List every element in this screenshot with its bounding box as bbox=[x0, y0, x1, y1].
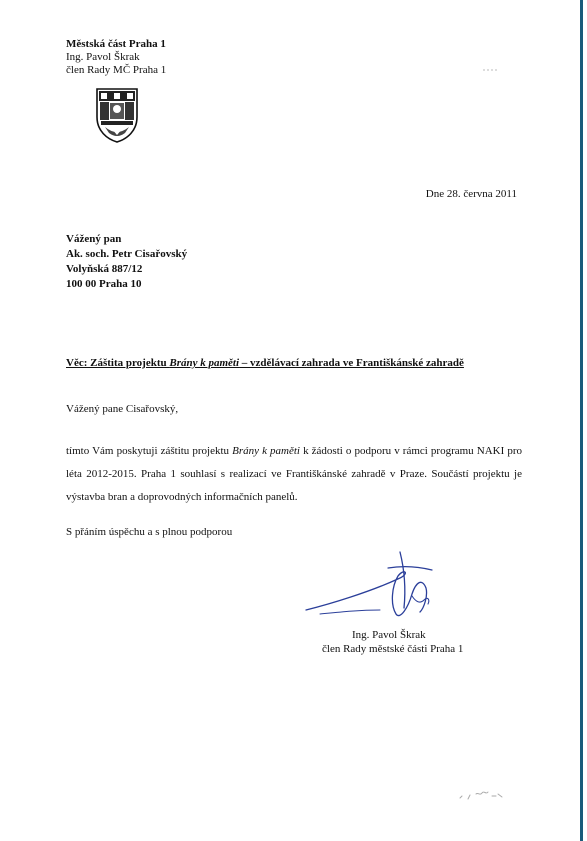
subject-line bbox=[66, 357, 464, 369]
prague-1-coat-of-arms-icon bbox=[95, 87, 139, 143]
stray-mark-icon bbox=[483, 69, 497, 71]
body-paragraph bbox=[66, 440, 522, 509]
subject-suffix: – vzdělávací zahrada ve Františkánské zahradě bbox=[239, 357, 464, 369]
addressee-block bbox=[66, 232, 187, 292]
addressee-line: Ak. soch. Petr Cisařovský bbox=[66, 248, 188, 260]
body-part: tímto Vám poskytuji záštitu projektu bbox=[66, 445, 233, 457]
letter-date: Dne 28. června 2011 bbox=[425, 188, 517, 200]
closing-line: S přáním úspěchu a s plnou podporou bbox=[66, 526, 233, 538]
body-project: Brány k paměti bbox=[232, 445, 300, 457]
scribble-mark-icon bbox=[456, 784, 506, 804]
letterhead-org: Městská část Praha 1 bbox=[66, 38, 166, 50]
subject-project: Brány k paměti bbox=[169, 357, 240, 369]
addressee-line: Volyňská 887/12 bbox=[66, 263, 143, 275]
letterhead-role: člen Rady MČ Praha 1 bbox=[66, 64, 167, 76]
subject-prefix: Věc: Záštita projektu bbox=[66, 357, 170, 369]
body-part: k žádosti o podporu v rámci programu NAKI pro léta 2012-2015. Praha 1 souhlasí s realizací ve Františkánské zahradě v Praze. Součástí projektu je výstavba bran a doprovodných informačních panelů. bbox=[66, 445, 522, 503]
addressee-line: Vážený pan bbox=[66, 233, 122, 245]
signer-block bbox=[322, 628, 463, 656]
signer-title: člen Rady městské části Praha 1 bbox=[322, 643, 464, 655]
signer-name: Ing. Pavol Škrak bbox=[352, 629, 426, 641]
letterhead bbox=[66, 38, 166, 77]
addressee-line: 100 00 Praha 10 bbox=[66, 278, 142, 290]
salutation: Vážený pane Cisařovský, bbox=[66, 403, 179, 415]
letterhead-name: Ing. Pavol Škrak bbox=[66, 51, 140, 63]
signature-icon bbox=[300, 548, 450, 628]
